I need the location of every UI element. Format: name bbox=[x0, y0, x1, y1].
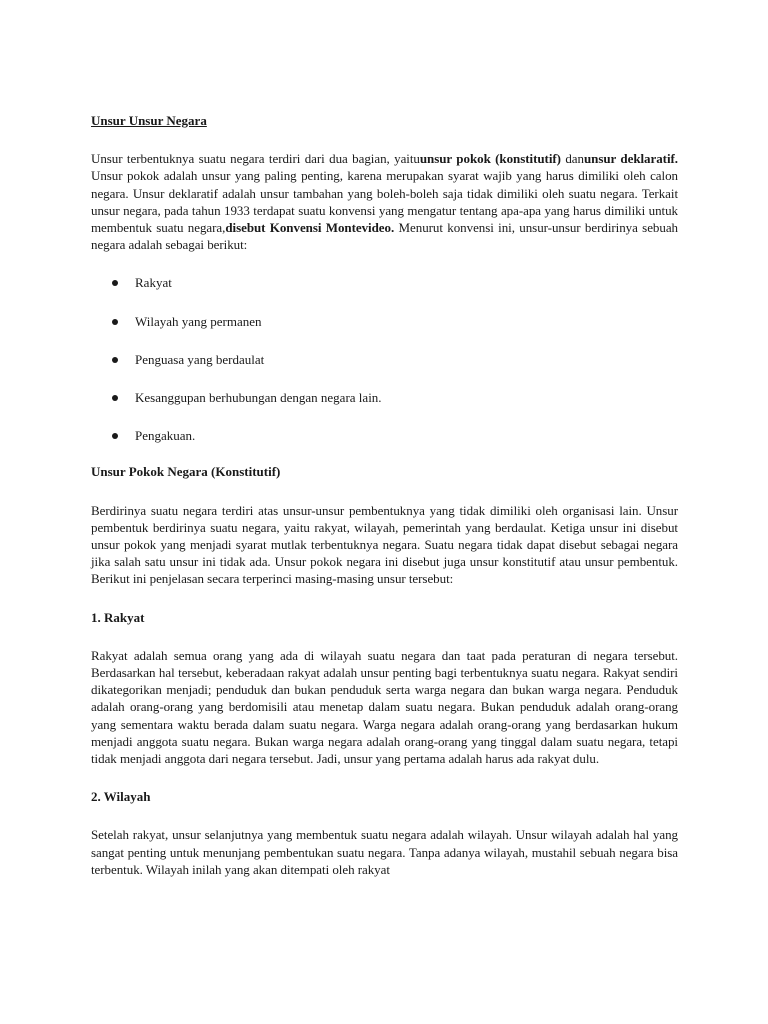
document-page bbox=[91, 112, 678, 899]
intro-bold-unsur-deklaratif: unsur deklaratif. bbox=[583, 151, 679, 167]
intro-bold-unsur-pokok: unsur pokok (konstitutif) bbox=[419, 151, 561, 167]
list-item bbox=[91, 274, 678, 291]
section-body-rakyat: Rakyat adalah semua orang yang ada di wilayah suatu negara dan taat pada peraturan di negara tersebut. Berdasarkan hal tersebut, keberadaan rakyat adalah unsur penting bagi terbentuknya suatu negara. Rakyat sendiri dikategorikan menjadi; penduduk dan bukan penduduk serta warga negara dan bukan warga negara. Penduduk adalah orang-orang yang berdomisili atau menetap dalam suatu negara. Bukan penduduk adalah orang-orang yang sementara waktu berada dalam suatu negara. Warga negara adalah orang-orang yang berdasarkan hukum menjadi anggota suatu negara. Bukan warga negara adalah orang-orang yang tinggal dalam suatu negara, tetapi tidak menjadi anggota dari negara tersebut. Jadi, unsur yang pertama adalah harus ada rakyat dulu. bbox=[91, 647, 678, 767]
list-item-text: Penguasa yang berdaulat bbox=[135, 351, 265, 367]
bullet-icon bbox=[112, 433, 118, 439]
intro-text-4: Menurut konvensi ini, unsur-unsur berdirinya sebuah negara adalah sebagai berikut: bbox=[91, 220, 678, 253]
intro-bold-konvensi: disebut Konvensi Montevideo. bbox=[225, 220, 395, 236]
list-item bbox=[91, 389, 678, 406]
list-item-text: Pengakuan. bbox=[135, 428, 196, 444]
intro-text-2: dan bbox=[560, 151, 584, 167]
section-body-wilayah: Setelah rakyat, unsur selanjutnya yang membentuk suatu negara adalah wilayah. Unsur wilayah adalah hal yang sangat penting untuk menunjang pembentukan suatu negara. Tanpa adanya wilayah, mustahil sebuah negara bisa terbentuk. Wilayah inilah yang akan ditempati oleh rakyat bbox=[91, 827, 678, 877]
intro-text-1: Unsur terbentuknya suatu negara terdiri dari dua bagian, yaitu bbox=[91, 151, 420, 167]
bullet-icon bbox=[112, 280, 118, 286]
list-item bbox=[91, 427, 678, 444]
unsur-bullet-list bbox=[91, 274, 678, 444]
list-item bbox=[91, 351, 678, 368]
list-item bbox=[91, 313, 678, 330]
intro-paragraph bbox=[91, 150, 678, 253]
intro-text-3: Unsur pokok adalah unsur yang paling penting, karena merupakan syarat wajib yang harus dimiliki oleh calon negara. Unsur deklaratif adalah unsur tambahan yang boleh-boleh saja tidak dimiliki oleh suatu negara. Terkait unsur negara, pada tahun 1933 terdapat suatu konvensi yang mengatur tentang apa-apa yang harus dimiliki untuk membentuk suatu negara, bbox=[91, 168, 678, 236]
document-title: Unsur Unsur Negara bbox=[91, 113, 207, 128]
section-heading-wilayah: 2. Wilayah bbox=[91, 789, 151, 805]
list-item-text: Wilayah yang permanen bbox=[135, 313, 262, 329]
section-heading-unsur-pokok: Unsur Pokok Negara (Konstitutif) bbox=[91, 464, 281, 480]
list-item-text: Kesanggupan berhubungan dengan negara lain. bbox=[135, 390, 382, 406]
bullet-icon bbox=[112, 395, 118, 401]
bullet-icon bbox=[112, 357, 118, 363]
section-body-unsur-pokok: Berdirinya suatu negara terdiri atas unsur-unsur pembentuknya yang tidak dimiliki oleh organisasi lain. Unsur pembentuk berdirinya suatu negara, yaitu rakyat, wilayah, pemerintah yang berdaulat. Ketiga unsur ini disebut unsur pokok yang menjadi syarat mutlak terbentuknya negara. Suatu negara tidak dapat disebut sebagai negara jika salah satu unsur ini tidak ada. Unsur pokok negara ini disebut juga unsur konstitutif atau unsur pembentuk. Berikut ini penjelasan secara terperinci masing-masing unsur tersebut: bbox=[91, 502, 678, 587]
section-heading-rakyat: 1. Rakyat bbox=[91, 609, 145, 625]
list-item-text: Rakyat bbox=[135, 275, 172, 291]
bullet-icon bbox=[112, 319, 118, 325]
